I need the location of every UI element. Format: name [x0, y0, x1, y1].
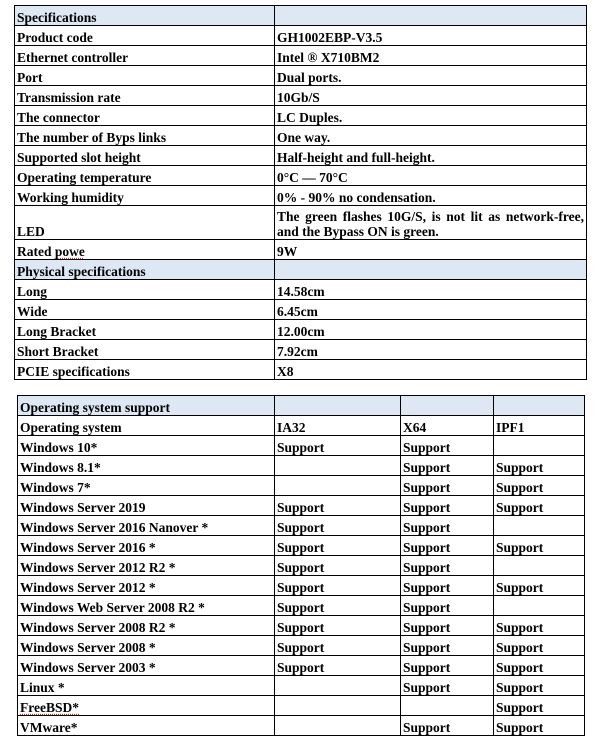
spec-label: Rated powe	[15, 240, 275, 260]
support-cell: Support	[401, 676, 494, 696]
support-cell: Support	[494, 456, 585, 476]
support-cell	[494, 516, 585, 536]
spec-value: LC Duples.	[275, 106, 587, 126]
support-cell: Support	[401, 536, 494, 556]
support-cell: Support	[401, 476, 494, 496]
spec-value: 9W	[275, 240, 587, 260]
column-header: IA32	[275, 416, 401, 436]
spec-value: X8	[275, 360, 587, 380]
os-name: Windows Web Server 2008 R2 *	[18, 596, 275, 616]
os-row	[18, 536, 585, 556]
physical-spec-row	[15, 360, 587, 380]
specifications-table	[14, 5, 587, 380]
os-row	[18, 696, 585, 716]
support-cell: Support	[494, 496, 585, 516]
spellcheck-mark: Byps	[106, 130, 135, 145]
os-name: Linux *	[18, 676, 275, 696]
support-cell	[275, 456, 401, 476]
os-row	[18, 516, 585, 536]
spellcheck-mark: VMware*	[20, 720, 78, 735]
os-name: Windows Server 2016 *	[18, 536, 275, 556]
os-support-table	[17, 395, 585, 736]
spec-label: Wide	[15, 300, 275, 320]
column-header: IPF1	[494, 416, 585, 436]
support-cell	[401, 696, 494, 716]
support-cell	[275, 476, 401, 496]
spec-label: Supported slot height	[15, 146, 275, 166]
empty-cell	[494, 396, 585, 416]
physical-spec-row	[15, 300, 587, 320]
os-row	[18, 576, 585, 596]
support-cell: Support	[275, 616, 401, 636]
os-row	[18, 476, 585, 496]
support-cell: Support	[494, 536, 585, 556]
column-header: X64	[401, 416, 494, 436]
support-cell: Support	[275, 636, 401, 656]
support-cell	[275, 676, 401, 696]
spellcheck-mark: powe	[54, 244, 85, 259]
support-cell: Support	[401, 636, 494, 656]
os-row	[18, 436, 585, 456]
spec-row	[15, 206, 587, 240]
spec-label: Transmission rate	[15, 86, 275, 106]
os-row	[18, 556, 585, 576]
support-cell: Support	[494, 696, 585, 716]
spec-row	[15, 106, 587, 126]
spec-label: Working humidity	[15, 186, 275, 206]
os-name: Windows Server 2012 R2 *	[18, 556, 275, 576]
spec-value: 6.45cm	[275, 300, 587, 320]
physical-spec-row	[15, 280, 587, 300]
os-row	[18, 616, 585, 636]
os-name: Windows Server 2012 *	[18, 576, 275, 596]
empty-cell	[275, 260, 587, 280]
support-cell: Support	[401, 596, 494, 616]
support-cell: Support	[494, 616, 585, 636]
support-cell: Support	[494, 636, 585, 656]
support-cell	[494, 556, 585, 576]
os-name: Windows 7*	[18, 476, 275, 496]
support-cell: Support	[401, 616, 494, 636]
support-cell: Support	[401, 456, 494, 476]
os-name: Windows Server 2003 *	[18, 656, 275, 676]
support-cell: Support	[401, 556, 494, 576]
spec-row	[15, 86, 587, 106]
support-cell: Support	[494, 476, 585, 496]
support-cell	[494, 436, 585, 456]
os-row	[18, 656, 585, 676]
spec-value: 12.00cm	[275, 320, 587, 340]
support-cell	[494, 596, 585, 616]
os-name: Windows Server 2019	[18, 496, 275, 516]
support-cell	[275, 716, 401, 736]
support-cell: Support	[401, 576, 494, 596]
os-row	[18, 496, 585, 516]
empty-cell	[401, 396, 494, 416]
section-header-os-support	[18, 396, 585, 416]
support-cell: Support	[275, 496, 401, 516]
support-cell: Support	[275, 596, 401, 616]
spec-row	[15, 66, 587, 86]
spec-row	[15, 146, 587, 166]
os-name: Windows Server 2008 R2 *	[18, 616, 275, 636]
support-cell: Support	[401, 516, 494, 536]
empty-cell	[275, 396, 401, 416]
support-cell: Support	[275, 576, 401, 596]
spellcheck-mark: FreeBSD*	[20, 700, 79, 715]
spellcheck-mark: Nanover	[148, 520, 199, 535]
spec-label: Long Bracket	[15, 320, 275, 340]
support-cell: Support	[275, 436, 401, 456]
os-name: Windows 8.1*	[18, 456, 275, 476]
spec-value: 7.92cm	[275, 340, 587, 360]
empty-cell	[275, 6, 587, 26]
spec-label: The connector	[15, 106, 275, 126]
spec-label: Product code	[15, 26, 275, 46]
os-name	[18, 716, 275, 736]
support-cell: Support	[401, 436, 494, 456]
spellcheck-mark: Duples	[299, 110, 339, 125]
section-title: Physical specifications	[15, 260, 275, 280]
spec-row	[15, 126, 587, 146]
spec-value: 10Gb/S	[275, 86, 587, 106]
spec-label: PCIE specifications	[15, 360, 275, 380]
os-name: Windows Server 2016 Nanover *	[18, 516, 275, 536]
spec-value: The green flashes 10G/S, is not lit as network-free, and the Bypass ON is green.	[275, 206, 587, 240]
section-header-physical	[15, 260, 587, 280]
spec-value: 0°C — 70°C	[275, 166, 587, 186]
spec-value: One way.	[275, 126, 587, 146]
os-name	[18, 696, 275, 716]
spec-label: The number of Byps links	[15, 126, 275, 146]
support-cell: Support	[494, 576, 585, 596]
support-cell: Support	[275, 536, 401, 556]
column-header-row	[18, 416, 585, 436]
spec-row	[15, 166, 587, 186]
spec-label: Long	[15, 280, 275, 300]
os-row	[18, 676, 585, 696]
support-cell: Support	[401, 496, 494, 516]
support-cell: Support	[275, 656, 401, 676]
spec-value: GH1002EBP-V3.5	[275, 26, 587, 46]
support-cell: Support	[401, 656, 494, 676]
physical-spec-row	[15, 340, 587, 360]
spec-label: LED	[15, 206, 275, 240]
physical-spec-row	[15, 320, 587, 340]
spec-row	[15, 240, 587, 260]
os-row	[18, 636, 585, 656]
spec-label: Port	[15, 66, 275, 86]
column-header: Operating system	[18, 416, 275, 436]
spec-label: Short Bracket	[15, 340, 275, 360]
spec-value: Half-height and full-height.	[275, 146, 587, 166]
os-row	[18, 716, 585, 736]
support-cell: Support	[275, 516, 401, 536]
spec-value: 14.58cm	[275, 280, 587, 300]
support-cell: Support	[494, 656, 585, 676]
section-title: Specifications	[15, 6, 275, 26]
spec-row	[15, 26, 587, 46]
os-name: Windows 10*	[18, 436, 275, 456]
spec-label: Operating temperature	[15, 166, 275, 186]
spec-row	[15, 186, 587, 206]
section-header-specifications	[15, 6, 587, 26]
spec-value: 0% - 90% no condensation.	[275, 186, 587, 206]
support-cell: Support	[494, 716, 585, 736]
support-cell: Support	[401, 716, 494, 736]
support-cell: Support	[494, 676, 585, 696]
spec-row	[15, 46, 587, 66]
spec-value: Intel ® X710BM2	[275, 46, 587, 66]
section-title: Operating system support	[18, 396, 275, 416]
os-row	[18, 456, 585, 476]
spec-label: Ethernet controller	[15, 46, 275, 66]
support-cell	[275, 696, 401, 716]
spec-value: Dual ports.	[275, 66, 587, 86]
os-row	[18, 596, 585, 616]
support-cell: Support	[275, 556, 401, 576]
os-name: Windows Server 2008 *	[18, 636, 275, 656]
